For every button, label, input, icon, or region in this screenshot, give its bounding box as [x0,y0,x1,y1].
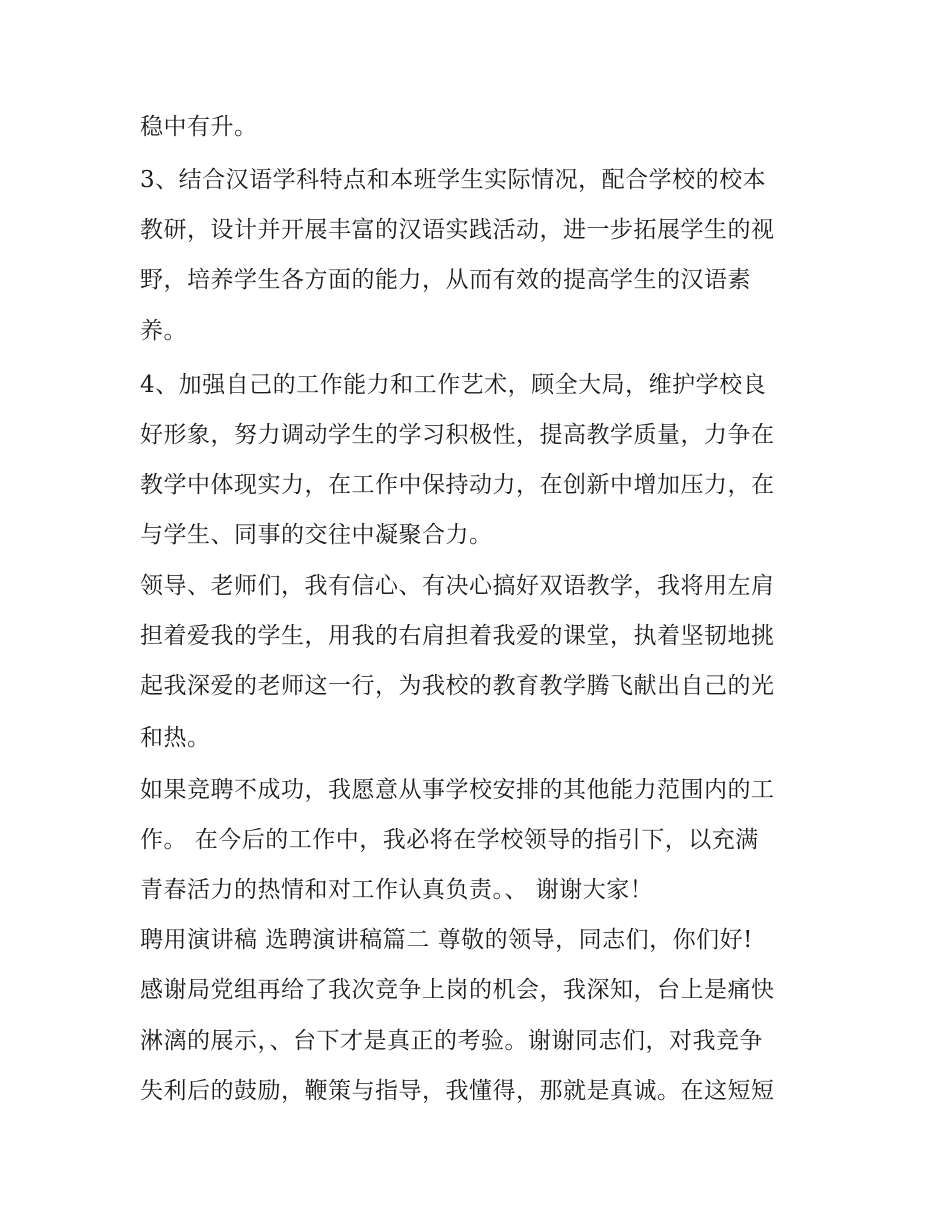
text-line: 感谢局党组再给了我次竞争上岗的机会，我深知，台上是痛快 [140,977,775,1003]
text-line: 作。 在今后的工作中，我必将在学校领导的指引下，以充满 [140,827,759,853]
text-line: 担着爱我的学生，用我的右肩担着我爱的课堂，执着坚韧地挑 [140,623,775,649]
text-line: 教学中体现实力，在工作中保持动力，在创新中增加压力，在 [140,472,775,498]
text-line: 青春活力的热情和对工作认真负责。、 谢谢大家！ [140,877,654,903]
text-line: 失利后的鼓励，鞭策与指导，我懂得，那就是真诚。在这短短 [140,1078,775,1104]
text-line: 和热。 [140,725,211,751]
text-line: 稳中有升。 [140,114,258,140]
text-line: 4、加强自己的工作能力和工作艺术，顾全大局，维护学校良 [140,372,767,398]
text-line: 野，培养学生各方面的能力，从而有效的提高学生的汉语素 [140,267,751,293]
text-line: 领导、老师们，我有信心、有决心搞好双语教学，我将用左肩 [140,573,775,599]
text-line: 3、结合汉语学科特点和本班学生实际情况，配合学校的校本 [140,167,767,193]
text-line: 养。 [140,318,187,344]
text-line: 与学生、同事的交往中凝聚合力。 [140,522,493,548]
text-line: 如果竞聘不成功，我愿意从事学校安排的其他能力范围内的工 [140,777,775,803]
text-line: 好形象，努力调动学生的学习积极性，提高教学质量，力争在 [140,422,775,448]
text-line: 起我深爱的老师这一行，为我校的教育教学腾飞献出自己的光 [140,673,775,699]
text-line: 聘用演讲稿 选聘演讲稿篇二 尊敬的领导，同志们，你们好! [140,927,753,953]
text-line: 淋漓的展示，、台下才是真正的考验。谢谢同志们，对我竞争 [140,1028,763,1054]
text-line: 教研，设计并开展丰富的汉语实践活动，进一步拓展学生的视 [140,217,775,243]
